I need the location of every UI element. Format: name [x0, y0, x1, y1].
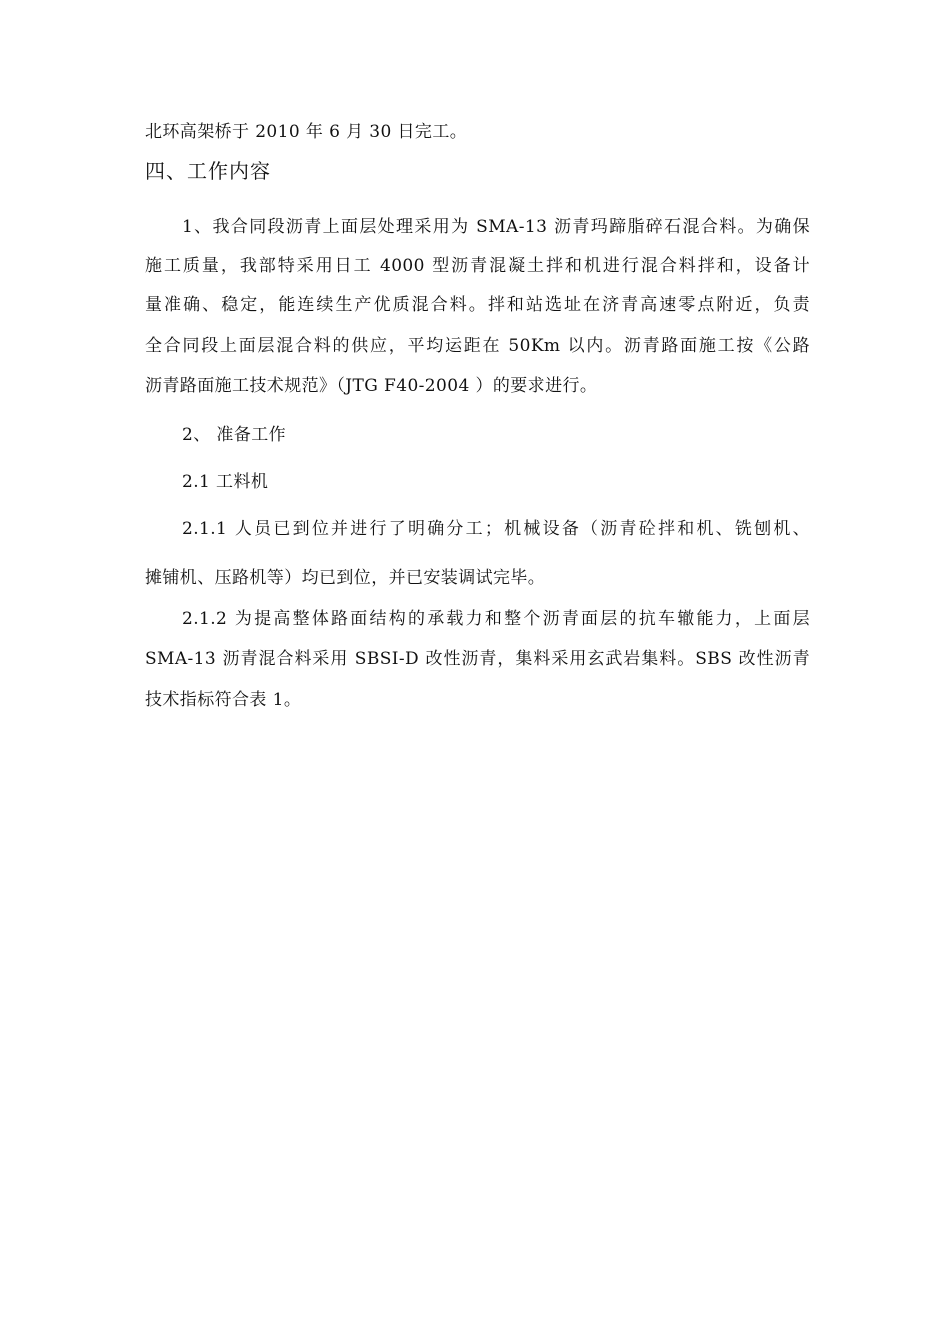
- paragraph-line: 2.1.1 人员已到位并进行了明确分工；机械设备（沥青砼拌和机、铣刨机、: [182, 519, 810, 539]
- subheading-preparation: 2、 准备工作: [182, 425, 287, 445]
- subheading-materials: 2.1 工料机: [182, 472, 269, 492]
- paragraph-line: 施工质量，我部特采用日工 4000 型沥青混凝土拌和机进行混合料拌和，设备计: [145, 256, 810, 276]
- paragraph-line: 2.1.2 为提高整体路面结构的承载力和整个沥青面层的抗车辙能力，上面层: [182, 609, 810, 629]
- paragraph-line: 1、我合同段沥青上面层处理采用为 SMA-13 沥青玛蹄脂碎石混合料。为确保: [182, 217, 810, 237]
- paragraph-line: 摊铺机、压路机等）均已到位，并已安装调试完毕。: [145, 568, 546, 588]
- paragraph-line: 沥青路面施工技术规范》（JTG F40-2004 ）的要求进行。: [145, 376, 598, 396]
- paragraph-line: 量准确、稳定，能连续生产优质混合料。拌和站选址在济青高速零点附近，负责: [145, 295, 810, 315]
- intro-line: 北环高架桥于 2010 年 6 月 30 日完工。: [145, 122, 468, 142]
- paragraph-line: SMA-13 沥青混合料采用 SBSI-D 改性沥青，集料采用玄武岩集料。SBS 改性沥青: [145, 649, 810, 669]
- paragraph-line: 全合同段上面层混合料的供应，平均运距在 50Km 以内。沥青路面施工按《公路: [145, 336, 810, 356]
- paragraph-line: 技术指标符合表 1。: [145, 690, 302, 710]
- section-heading: 四、工作内容: [145, 159, 271, 183]
